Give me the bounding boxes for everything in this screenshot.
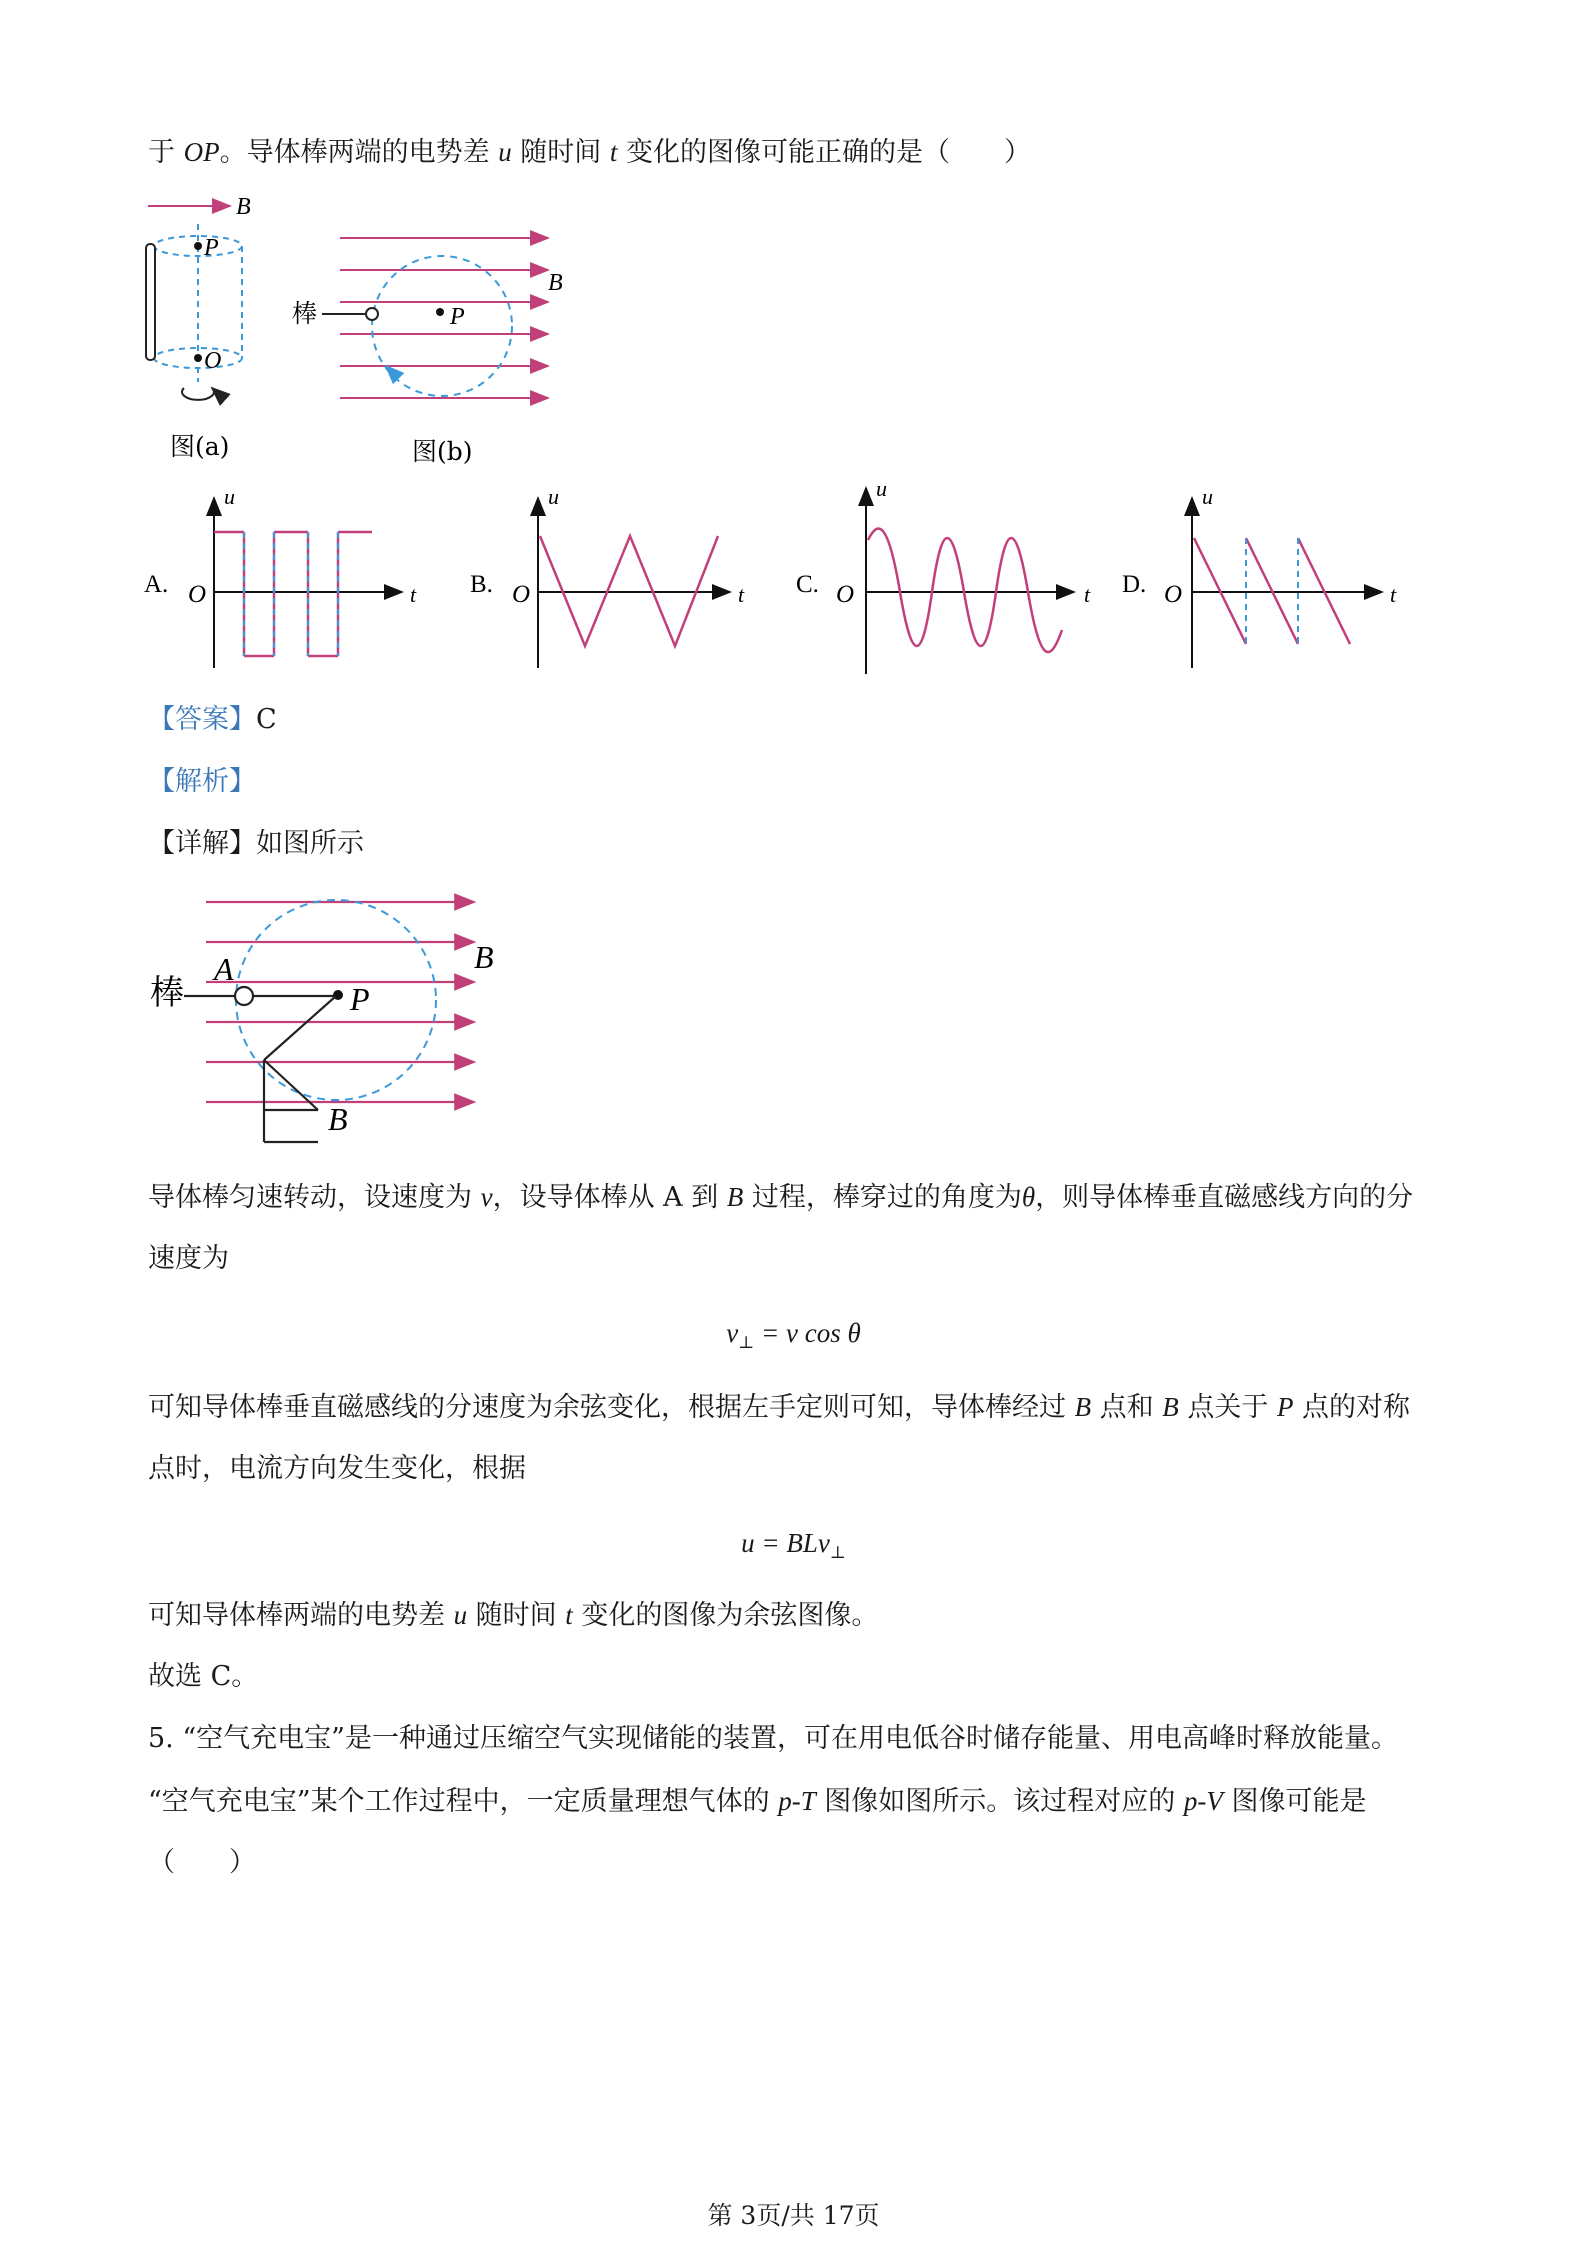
rotation-circle-b: [372, 256, 512, 396]
detail-figure: [140, 880, 520, 1160]
svg-text:t: t: [1084, 582, 1091, 607]
svg-text:O: O: [836, 581, 855, 608]
analysis-tag: 【解析】: [148, 766, 256, 797]
svg-text:O: O: [1164, 581, 1183, 608]
svg-text:u: u: [548, 484, 559, 509]
svg-text:u: u: [224, 484, 235, 509]
figure-a: [140, 190, 260, 470]
explanation-p1: 导体棒匀速转动，设速度为 v，设导体棒从 A 到 B 过程，棒穿过的角度为θ，则导体棒垂直磁感线方向的分: [148, 1182, 1414, 1213]
option-c[interactable]: [796, 476, 1091, 674]
detail-B-point-label: B: [328, 1101, 348, 1137]
answer-tag: 【答案】: [148, 704, 256, 735]
explanation-p2: 可知导体棒垂直磁感线的分速度为余弦变化，根据左手定则可知，导体棒经过 B 点和 B 点关于 P 点的对称: [148, 1392, 1411, 1423]
fig-b-caption: 图(b): [412, 437, 473, 466]
q5-line1: 5. “空气充电宝”是一种通过压缩空气实现储能的装置，可在用电低谷时储存能量、用电高峰时释放能量。: [148, 1723, 1398, 1754]
answer-line: [148, 689, 1448, 751]
fig-b-P-label: P: [450, 304, 465, 330]
detail-P-label: P: [350, 981, 370, 1017]
svg-text:O: O: [512, 581, 531, 608]
fig-b-rod-label: 棒: [292, 301, 318, 328]
answer-value: C: [256, 704, 277, 735]
q4-stem: 于 OP。导体棒两端的电势差 u 随时间 t 变化的图像可能正确的是（ ）: [148, 137, 1031, 168]
detail-A-label: A: [214, 951, 234, 987]
analysis-line: [148, 751, 1448, 813]
option-a[interactable]: [144, 484, 417, 668]
rod-a: [146, 244, 155, 360]
fig-a-caption: 图(a): [170, 432, 230, 461]
q5-line3: （ ）: [148, 1847, 256, 1878]
explanation-p1-line2: 速度为: [148, 1243, 229, 1274]
explanation-p3: 可知导体棒两端的电势差 u 随时间 t 变化的图像为余弦图像。: [148, 1600, 879, 1631]
rotation-circle-detail: [236, 900, 436, 1100]
equation-u: u = BLv$_\perp$: [741, 1528, 846, 1562]
option-d-letter: D.: [1122, 571, 1147, 598]
option-graphs: [140, 476, 1420, 680]
option-c-letter: C.: [796, 571, 819, 598]
svg-text:t: t: [1390, 582, 1397, 607]
option-d[interactable]: [1122, 484, 1397, 668]
svg-text:t: t: [738, 582, 745, 607]
rotation-arrow-icon: [182, 388, 214, 400]
figure-b: [290, 220, 580, 470]
svg-text:u: u: [876, 476, 887, 501]
fig-b-B-label: B: [548, 270, 563, 296]
option-b-letter: B.: [470, 571, 493, 598]
detail-rod-label: 棒: [150, 975, 184, 1012]
fig-a-B-label: B: [236, 194, 251, 220]
page-footer: 第 3页/共 17页: [707, 2201, 880, 2230]
svg-text:u: u: [1202, 484, 1213, 509]
q5-line2: “空气充电宝”某个工作过程中，一定质量理想气体的 p-T 图像如图所示。该过程对应的 p-V 图像可能是: [148, 1786, 1367, 1817]
detail-tag: 【详解】: [148, 828, 256, 859]
waveform-c: [868, 529, 1062, 652]
fig-a-P-label: P: [204, 235, 219, 261]
equation-v-perp: $v_\perp = v$ cos θ: [726, 1318, 861, 1352]
svg-text:O: O: [188, 581, 207, 608]
detail-B-field-label: B: [474, 939, 494, 975]
option-a-letter: A.: [144, 571, 169, 598]
waveform-a: [214, 532, 372, 656]
fig-a-O-label: O: [204, 348, 222, 374]
option-b[interactable]: [470, 484, 745, 668]
explanation-p4: 故选 C。: [148, 1661, 259, 1692]
svg-text:t: t: [410, 582, 417, 607]
explanation-p2-line2: 点时，电流方向发生变化，根据: [148, 1453, 526, 1484]
detail-line: 【详解】如图所示: [148, 828, 364, 859]
